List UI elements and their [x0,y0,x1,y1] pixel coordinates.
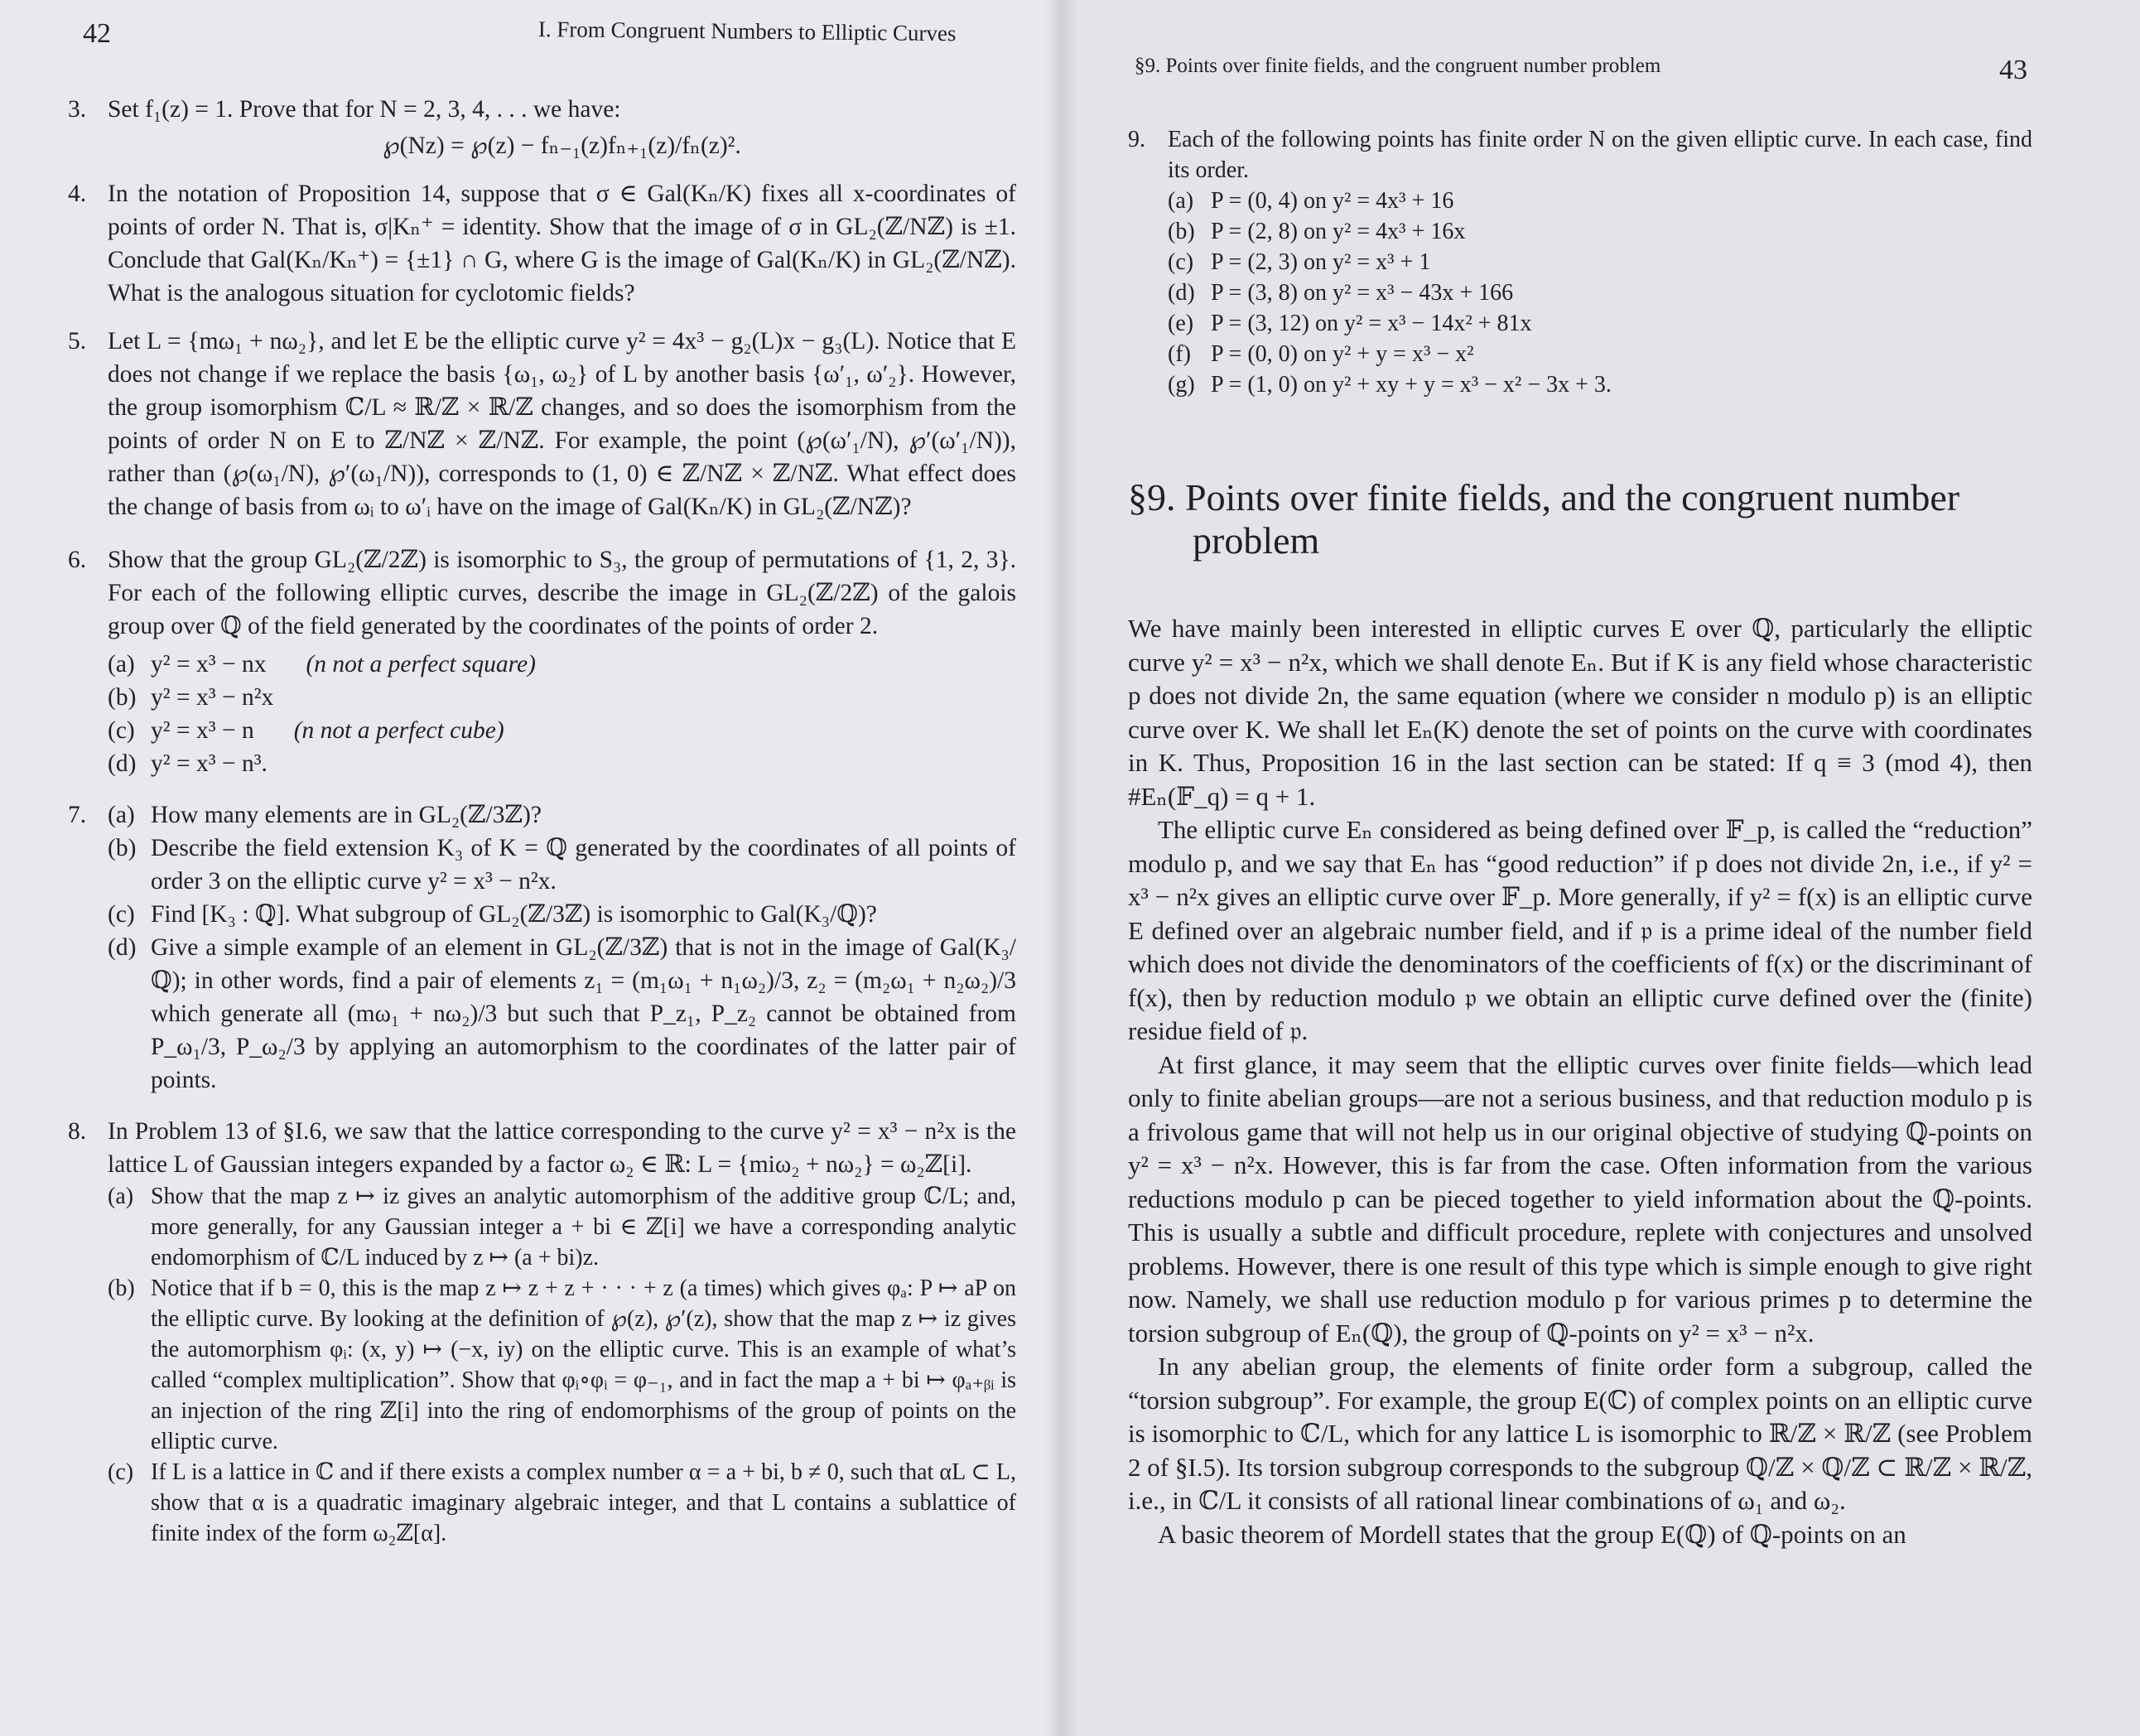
item-label: (a) [108,651,135,678]
paragraph: At first glance, it may seem that the elliptic curves over finite fields—which lead only to finite abelian groups—are not a serious business, and that reduction modulo p is a frivolous game that will not help us in our original objective of studying ℚ-points on y² = x³ − n²x. However, this is far from the case. Often information from the various reductions modulo p can be pieced together to yield information about the ℚ-points. This is usually a subtle and difficult procedure, replete with conjectures and unsolved problems. However, there is one result of this type which is simple enough to give right now. Namely, we shall use reduction modulo p for various primes p to determine the torsion subgroup of Eₙ(ℚ), the group of ℚ-points on y² = x³ − n²x. [1128,1049,2032,1348]
item-label: (a) [108,802,135,828]
problem-5 [68,325,1016,523]
list-item [108,832,1016,898]
item-text: y² = x³ − nx [151,651,267,678]
item-label: (b) [1168,219,1195,244]
item-label: (f) [1168,341,1191,367]
item-label: (d) [108,934,137,961]
list-item [108,1273,1016,1457]
problem-text: Show that the group GL₂(ℤ/2ℤ) is isomorphic to S₃, the group of permutations of {1, 2, 3}. For each of the following elliptic curves, describe the image in GL₂(ℤ/2ℤ) of the galois group over ℚ of the field generated by the coordinates of the points of order 2. [108,547,1016,639]
right-page-number: 43 [1999,55,2027,85]
item-condition: (n not a perfect square) [306,651,536,678]
paragraph: In any abelian group, the elements of finite order form a subgroup, called the “torsion subgroup”. For example, the group E(ℂ) of complex points on an elliptic curve is isomorphic to ℂ/L, which for any lattice L is isomorphic to ℝ/ℤ × ℝ/ℤ (see Problem 2 of §I.5). Its torsion subgroup corresponds to the subgroup ℚ/ℤ × ℚ/ℤ ⊂ ℝ/ℤ × ℝ/ℤ, i.e., in ℂ/L it consists of all rational linear combinations of ω₁ and ω₂. [1128,1352,2032,1515]
left-running-head: I. From Congruent Numbers to Elliptic Curves [537,17,957,46]
problem-number: 4. [68,181,87,207]
problem-8 [68,1115,1016,1549]
problem-number: 6. [68,547,87,573]
problem-text: Set f₁(z) = 1. Prove that for N = 2, 3, 4, . . . we have: [108,96,621,123]
item-text: y² = x³ − n [151,717,254,744]
item-text: Describe the field extension K₃ of K = ℚ generated by the coordinates of all points of order 3 on the elliptic curve y² = x³ − n²x. [151,835,1016,895]
list-item [108,798,1016,832]
item-text: P = (0, 4) on y² = 4x³ + 16 [1211,188,1454,214]
item-text: P = (3, 12) on y² = x³ − 14x² + 81x [1211,311,1532,336]
problem-text: Let L = {mω₁ + nω₂}, and let E be the elliptic curve y² = 4x³ − g₂(L)x − g₃(L). Notice that E does not change if we replace the basis {ω₁, ω₂} of L by another basis {ω′₁, ω′₂}. However, the group isomorphism ℂ/L ≈ ℝ/ℤ × ℝ/ℤ changes, and so does the isomorphism from the points of order N on E to ℤ/Nℤ × ℤ/Nℤ. For example, the point (℘(ω′₁/N), ℘′(ω′₁/N)), rather than (℘(ω₁/N), ℘′(ω₁/N)), corresponds to (1, 0) ∈ ℤ/Nℤ × ℤ/Nℤ. What effect does the change of basis from ωᵢ to ω′ᵢ have on the image of Gal(Kₙ/K) in GL₂(ℤ/Nℤ)? [108,328,1016,520]
problem-number: 5. [68,328,87,354]
book-gutter [1045,0,1078,1736]
problem-text: In Problem 13 of §I.6, we saw that the lattice corresponding to the curve y² = x³ − n²x is the lattice L of Gaussian integers expanded by a factor ω₂ ∈ ℝ: L = {miω₂ + nω₂} = ω₂ℤ[i]. [108,1118,1016,1178]
problem-text: In the notation of Proposition 14, suppose that σ ∈ Gal(Kₙ/K) fixes all x-coordinates of points of order N. That is, σ|Kₙ⁺ = identity. Show that the image of σ in GL₂(ℤ/Nℤ) is ±1. Conclude that Gal(Kₙ/Kₙ⁺) = {±1} ∩ G, where G is the image of Gal(Kₙ/K) in GL₂(ℤ/Nℤ). What is the analogous situation for cyclotomic fields? [108,181,1016,306]
paragraph: The elliptic curve Eₙ considered as being defined over 𝔽_p, is called the “reduction” modulo p, and we say that Eₙ has “good reduction” if p does not divide 2n, i.e., if y² = x³ − n²x gives an elliptic curve over 𝔽_p. More generally, if y² = f(x) is an elliptic curve E defined over an algebraic number field, and if 𝔭 is a prime ideal of the number field which does not divide the denominators of the coefficients of f(x) or the discriminant of f(x), then by reduction modulo 𝔭 we obtain an elliptic curve defined over the (finite) residue field of 𝔭. [1128,815,2032,1045]
problem-9 [1128,124,2032,400]
item-text: Show that the map z ↦ iz gives an analytic automorphism of the additive group ℂ/L; and, more generally, for any Gaussian integer a + bi ∈ ℤ[i] we have a corresponding analytic endomorphism of ℂ/L induced by z ↦ (a + bi)z. [151,1184,1016,1271]
item-text: P = (1, 0) on y² + xy + y = x³ − x² − 3x + 3. [1211,372,1612,398]
curve-list [108,648,1016,780]
list-item [1168,216,2032,247]
item-label: (b) [108,684,137,711]
problem-6 [68,543,1016,780]
list-item [1168,308,2032,339]
item-label: (d) [1168,280,1195,306]
item-text: Give a simple example of an element in GL₂(ℤ/3ℤ) that is not in the image of Gal(K₃/ℚ); in other words, find a pair of elements z₁ = (m₁ω₁ + n₁ω₂)/3, z₂ = (m₂ω₁ + n₂ω₂)/3 which generate all (mω₁ + nω₂)/3 but such that P_z₁, P_z₂ cannot be obtained from P_ω₁/3, P_ω₂/3 by applying an automorphism to the coordinates of the latter pair of points. [151,934,1016,1093]
item-label: (c) [108,901,135,928]
item-condition: (n not a perfect cube) [293,717,504,744]
problem-4 [68,177,1016,310]
item-text: How many elements are in GL₂(ℤ/3ℤ)? [151,802,542,828]
list-item [108,1181,1016,1273]
left-page-body [68,93,1016,1564]
item-label: (c) [108,717,135,744]
item-label: (e) [1168,311,1194,336]
item-text: Find [K₃ : ℚ]. What subgroup of GL₂(ℤ/3ℤ) is isomorphic to Gal(K₃/ℚ)? [151,901,877,928]
list-item [108,714,1016,747]
list-item [108,648,1016,681]
item-text: P = (0, 0) on y² + y = x³ − x² [1211,341,1474,367]
problem-equation: ℘(Nz) = ℘(z) − fₙ₋₁(z)fₙ₊₁(z)/fₙ(z)². [383,133,741,159]
problem-number: 9. [1128,127,1145,152]
problem-7 [68,798,1016,1097]
problem-number: 7. [68,802,87,828]
problem-text: Each of the following points has finite order N on the given elliptic curve. In each case, find its order. [1168,127,2032,183]
paragraph: We have mainly been interested in elliptic curves E over ℚ, particularly the elliptic curve y² = x³ − n²x, which we shall denote Eₙ. But if K is any field whose characteristic p does not divide 2n, the same equation (where we consider n modulo p) is an elliptic curve over K. We shall let Eₙ(K) denote the set of points on the curve with coordinates in K. Thus, Proposition 16 in the last section can be stated: If q ≡ 3 (mod 4), then #Eₙ(𝔽_q) = q + 1. [1128,614,2032,811]
list-item [1168,339,2032,369]
item-text: P = (2, 8) on y² = 4x³ + 16x [1211,219,1466,244]
right-page-body [1128,124,2032,1551]
list-item [1168,247,2032,277]
list-item [1168,186,2032,216]
item-text: If L is a lattice in ℂ and if there exists a complex number α = a + bi, b ≠ 0, such that αL ⊂ L, show that α is a quadratic imaginary algebraic integer, and that L contains a sublattice of finite index of the form ω₂ℤ[α]. [151,1459,1016,1546]
list-item [108,931,1016,1097]
item-label: (a) [1168,188,1194,214]
item-text: P = (2, 3) on y² = x³ + 1 [1211,249,1431,275]
right-running-head: §9. Points over finite fields, and the congruent number problem [1135,55,1661,77]
item-label: (b) [108,835,137,861]
list-item [108,898,1016,931]
item-text: Notice that if b = 0, this is the map z ↦ z + z + · · · + z (a times) which gives φₐ: P ↦ aP on the elliptic curve. By looking at the definition of ℘(z), ℘′(z), show that the map z ↦ iz gives the automorphism φᵢ: (x, y) ↦ (−x, iy) on the elliptic curve. This is an example of what’s called “complex multiplication”. Show that φᵢ∘φᵢ = φ₋₁, and in fact the map a + bi ↦ φₐ₊ᵦᵢ is an injection of the ring ℤ[i] into the ring of endomorphisms of the group of points on the elliptic curve. [151,1275,1016,1454]
item-text: y² = x³ − n²x [151,684,274,711]
item-label: (d) [108,750,137,777]
item-label: (c) [108,1459,134,1485]
list-item [108,747,1016,780]
list-item [108,681,1016,714]
list-item [108,1457,1016,1549]
item-label: (g) [1168,372,1195,398]
left-page-number: 42 [83,18,111,49]
item-text: y² = x³ − n³. [151,750,268,777]
section-title: §9. Points over finite fields, and the congruent number problem [1128,476,1960,562]
problem-number: 3. [68,96,87,123]
problem-number: 8. [68,1118,87,1145]
list-item [1168,369,2032,400]
item-label: (b) [108,1275,135,1301]
paragraph: A basic theorem of Mordell states that the group E(ℚ) of ℚ-points on an [1158,1519,1906,1549]
item-label: (a) [108,1184,134,1209]
item-text: P = (3, 8) on y² = x³ − 43x + 166 [1211,280,1514,306]
list-item [1168,277,2032,308]
problem-3 [68,93,1016,162]
item-label: (c) [1168,249,1194,275]
